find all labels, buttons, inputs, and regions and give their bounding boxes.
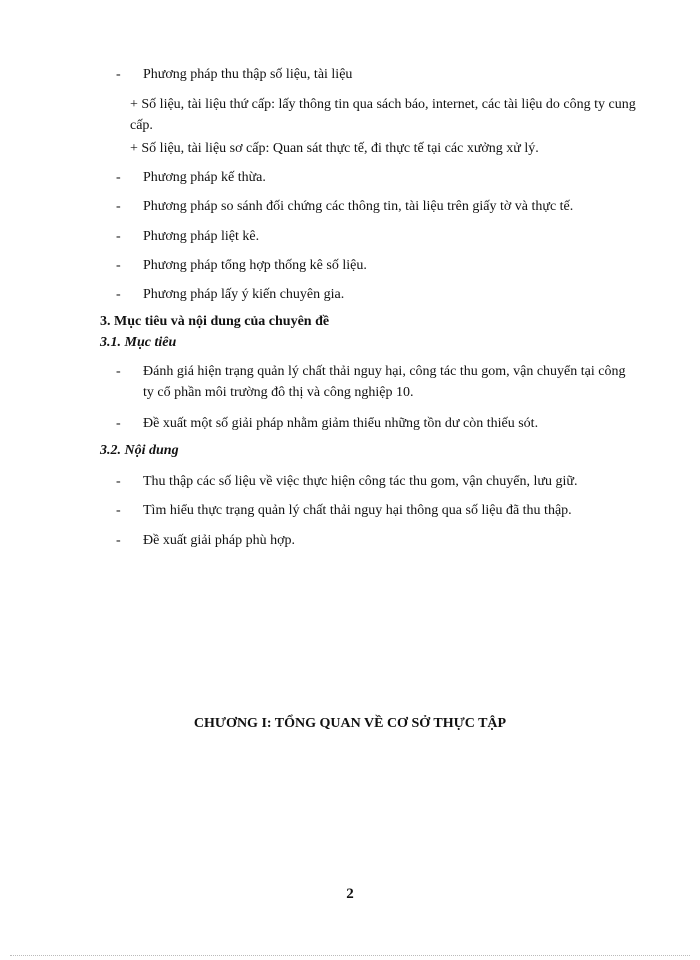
page-number: 2 bbox=[346, 886, 354, 902]
list-item bbox=[116, 196, 634, 217]
list-item bbox=[116, 255, 634, 276]
list-item bbox=[100, 94, 640, 136]
list-item bbox=[116, 226, 634, 247]
content-data-collection: Thu thập các số liệu về việc thực hiện công tác thu gom, vận chuyển, lưu giữ. bbox=[143, 474, 578, 489]
method-statistics: Phương pháp tổng hợp thống kê số liệu. bbox=[143, 258, 367, 273]
method-comparison: Phương pháp so sánh đối chứng các thông tin, tài liệu trên giấy tờ và thực tế. bbox=[143, 199, 574, 214]
bullet-dash: - bbox=[116, 170, 121, 185]
list-item bbox=[116, 413, 634, 434]
method-expert-opinion: Phương pháp lấy ý kiến chuyên gia. bbox=[143, 287, 345, 302]
list-item bbox=[116, 361, 634, 403]
section-3-1-heading: 3.1. Mục tiêu bbox=[100, 335, 177, 350]
secondary-data-text: + Số liệu, tài liệu thứ cấp: lấy thông tin qua sách báo, internet, các tài liệu do công ty cung cấp. bbox=[130, 97, 636, 133]
bullet-dash: - bbox=[116, 199, 121, 214]
bullet-dash: - bbox=[116, 287, 121, 302]
bullet-dash: - bbox=[116, 416, 121, 431]
objective-assessment: Đánh giá hiện trạng quản lý chất thải nguy hại, công tác thu gom, vận chuyển tại công ty cổ phần môi trường đô thị và công nghiệp 10. bbox=[143, 364, 626, 400]
primary-data-text: + Số liệu, tài liệu sơ cấp: Quan sát thực tế, đi thực tế tại các xưởng xử lý. bbox=[130, 141, 539, 156]
section-3-heading: 3. Mục tiêu và nội dung của chuyên đề bbox=[100, 314, 330, 329]
method-data-collection: Phương pháp thu thập số liệu, tài liệu bbox=[143, 67, 353, 82]
content-propose-solution: Đề xuất giải pháp phù hợp. bbox=[143, 533, 296, 548]
section-3-2-heading: 3.2. Nội dung bbox=[100, 443, 179, 458]
list-item bbox=[116, 167, 634, 188]
method-listing: Phương pháp liệt kê. bbox=[143, 229, 260, 244]
list-item bbox=[116, 530, 634, 551]
bullet-dash: - bbox=[116, 67, 121, 82]
list-item bbox=[100, 138, 640, 159]
list-item bbox=[116, 64, 634, 85]
bullet-dash: - bbox=[116, 258, 121, 273]
bullet-dash: - bbox=[116, 503, 121, 518]
list-item bbox=[116, 471, 634, 492]
list-item bbox=[116, 284, 634, 305]
bullet-dash: - bbox=[116, 474, 121, 489]
bullet-dash: - bbox=[116, 364, 121, 379]
content-situation-research: Tìm hiểu thực trạng quản lý chất thải nguy hại thông qua số liệu đã thu thập. bbox=[143, 503, 572, 518]
method-inheritance: Phương pháp kế thừa. bbox=[143, 170, 266, 185]
chapter-title: CHƯƠNG I: TỔNG QUAN VỀ CƠ SỞ THỰC TẬP bbox=[193, 716, 507, 731]
objective-solutions: Đề xuất một số giải pháp nhằm giảm thiểu những tồn dư còn thiếu sót. bbox=[143, 416, 539, 431]
bullet-dash: - bbox=[116, 533, 121, 548]
bullet-dash: - bbox=[116, 229, 121, 244]
page-divider bbox=[10, 955, 690, 956]
list-item bbox=[116, 500, 634, 521]
